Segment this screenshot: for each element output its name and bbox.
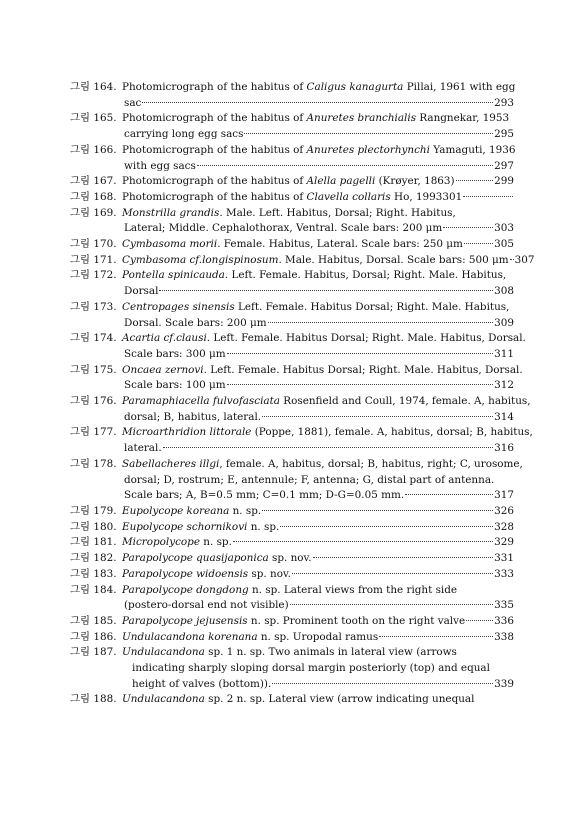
caption-segment: Scale bars; A, B=0.5 mm; C=0.1 mm; D-G=0.05 mm. [124,489,405,502]
caption-segment: Scale bars: 300 μm [124,347,226,360]
figure-number: 그림 178. [70,457,117,470]
figure-entry [70,363,523,394]
caption-text [122,425,533,441]
figure-caption [122,425,533,456]
page-number: 299 [494,175,514,188]
caption-line [122,677,514,693]
species-name: Undulacandona [122,693,205,706]
caption-line [122,268,514,284]
caption-segment: Dorsal [124,285,159,298]
species-name: Cymbasoma [122,253,187,266]
figure-number: 그림 188. [70,693,117,706]
caption-line [122,551,514,567]
dot-leader [463,195,513,197]
caption-text [124,127,243,143]
page-number: 308 [494,285,514,298]
page-number: 293 [494,96,514,109]
figure-caption [122,583,514,614]
caption-segment: (Krøyer, 1863) [375,175,455,188]
caption-text [122,80,515,96]
figure-number: 그림 182. [70,552,117,565]
dot-leader [262,509,493,511]
caption-line [122,583,514,599]
caption-text [124,598,289,614]
dot-leader [405,493,493,495]
dot-leader [227,383,494,385]
species-name: Pontella spinicauda [122,269,225,282]
species-name: Microarthridion littorale [122,426,252,439]
figure-list [70,80,535,708]
figure-number: 그림 166. [70,143,117,156]
figure-entry [70,80,514,111]
caption-line [122,159,514,175]
species-name: Parapolycope dongdong [122,583,249,596]
caption-segment: n. sp. Lateral views from the right side [248,583,458,596]
caption-text [122,268,506,284]
caption-segment: sp. nov. [248,567,291,580]
dot-leader [159,289,493,291]
caption-segment: (Poppe, 1881), female. A, habitus, dorsal; B, habitus, [251,426,533,439]
figure-entry [70,331,526,362]
figure-entry [70,583,514,614]
page-number: 309 [494,316,514,329]
figure-caption [122,206,514,237]
dot-leader [233,540,493,542]
caption-line [122,394,531,410]
figure-caption [122,111,514,142]
figure-entry [70,206,514,237]
dot-leader [163,446,494,448]
figure-entry [70,143,514,174]
figure-caption [122,567,514,583]
caption-segment: lateral. [124,442,162,455]
page-number: 305 [494,238,514,251]
caption-text [122,394,531,410]
species-name: Anuretes branchialis [306,112,417,125]
caption-line [122,363,523,379]
figure-number: 그림 179. [70,504,117,517]
figure-caption [122,457,523,504]
dot-leader [262,415,493,417]
dot-leader [313,556,494,558]
species-name: Parapolycope quasijaponica [122,552,269,565]
species-name: Parapolycope widoensis [122,567,249,580]
species-name: Cymbasoma morii [122,238,218,251]
caption-segment: sp. 1 n. sp. Two animals in lateral view (arrows [204,646,457,659]
figure-number: 그림 185. [70,614,117,627]
caption-text [122,331,526,347]
caption-segment: n. sp. Prominent tooth on the right valve [247,614,466,627]
caption-segment: carrying long egg sacs [124,128,244,141]
caption-segment: with egg sacs [124,159,196,172]
caption-segment: . Left. Female. Habitus Dorsal; Right. Male. Habitus, Dorsal. [203,363,523,376]
species-name: Eupolycope koreana [122,504,230,517]
figure-number: 그림 165. [70,112,117,125]
caption-segment: sp. 2 n. sp. Lateral view (arrow indicating unequal [204,693,475,706]
figure-entry [70,253,535,269]
species-name: Parapolycope jejusensis [122,614,248,627]
dot-leader [280,525,493,527]
figure-entry [70,111,514,142]
page-number: 295 [494,128,514,141]
caption-segment: , female. A, habitus, dorsal; B, habitus, right; C, urosome, [219,457,523,470]
caption-segment: . Male. Habitus, Dorsal. Scale bars: 500 μm [278,253,509,266]
dot-leader [475,698,513,699]
figure-number: 그림 181. [70,536,117,549]
figure-caption [122,520,514,536]
caption-text [122,614,465,630]
caption-line [122,237,514,253]
caption-line [122,331,526,347]
caption-segment: . Left. Female. Habitus Dorsal; Right. Male. Habitus, Dorsal. [206,332,526,345]
caption-text [132,661,490,677]
dot-leader [379,635,493,637]
page-number: 303 [494,222,514,235]
species-name: Undulacandona korenana [122,630,258,643]
caption-segment: Scale bars: 100 μm [124,379,226,392]
figure-caption [122,504,514,520]
caption-segment: sp. nov. [268,552,312,565]
species-name: Caligus kanagurta [306,81,404,93]
caption-line [122,598,514,614]
page-number: 307 [514,253,535,266]
caption-text [122,567,291,583]
species-name: Micropolycope [122,536,200,549]
caption-line [122,614,514,630]
figure-entry [70,692,514,708]
caption-line [122,488,514,504]
caption-segment: n. sp. [229,504,262,517]
species-name: Acartia [122,332,161,345]
species-name: Sabellacheres illgi [122,457,220,470]
caption-segment: n. sp. [199,536,232,549]
figure-entry [70,630,514,646]
caption-text [124,221,442,237]
caption-segment: Photomicrograph of the habitus of [122,175,307,188]
caption-text [122,111,509,127]
figure-entry [70,520,514,536]
caption-line [122,645,514,661]
caption-segment: sac [124,96,142,109]
dot-leader [268,321,494,323]
species-name: longispinosum [202,253,279,266]
caption-text [124,284,158,300]
figure-caption [122,174,514,190]
page-number: 335 [494,599,514,612]
caption-segment: n. sp. Uropodal ramus [257,630,379,643]
dot-leader [443,226,493,228]
caption-text [122,300,509,316]
figure-number: 그림 184. [70,583,117,596]
caption-text [122,630,378,646]
figure-entry [70,504,514,520]
figure-caption [122,363,523,394]
caption-segment: Photomicrograph of the habitus of [122,190,307,203]
caption-line [122,347,514,363]
species-name: Clavella collaris [306,190,391,203]
caption-segment: (postero-dorsal end not visible) [124,599,289,612]
caption-segment: Pillai, 1961 with egg [403,81,516,93]
caption-text [122,253,509,269]
caption-line [122,441,514,457]
caption-line [122,567,514,583]
figure-number: 그림 172. [70,269,117,282]
caption-text [124,378,226,394]
caption-line [122,80,514,96]
caption-line [122,378,514,394]
figure-number: 그림 169. [70,206,117,219]
dot-leader [456,179,494,181]
caption-text [122,551,312,567]
caption-line [122,300,514,316]
dot-leader [510,258,514,260]
figure-caption [122,394,531,425]
figure-entry [70,190,514,206]
species-name: clausi [176,332,207,345]
caption-line [122,174,514,190]
figure-caption [122,143,514,174]
species-name: cf. [186,253,203,266]
species-name: cf. [160,332,177,345]
figure-entry [70,645,514,692]
caption-segment: Left. Female. Habitus Dorsal; Right. Male. Habitus, [234,300,510,313]
caption-line [122,253,535,269]
dot-leader [142,101,493,103]
figure-number: 그림 170. [70,238,117,251]
page-number: 336 [494,614,514,627]
caption-segment: Rangnekar, 1953 [416,112,510,125]
figure-entry [70,300,514,331]
figure-caption [122,80,514,111]
page-number: 328 [494,520,514,533]
caption-line [122,425,533,441]
figure-caption [122,692,514,708]
caption-line [122,457,523,473]
caption-line [122,96,514,112]
caption-segment: Lateral; Middle. Cephalothorax, Ventral. Scale bars: 200 μm [124,222,443,235]
dot-leader [290,603,494,605]
dot-leader [197,164,493,166]
caption-text [122,363,523,379]
caption-text [124,473,494,489]
species-name: Eupolycope schornikovi [122,520,248,533]
page-number: 326 [494,504,514,517]
caption-text [122,520,279,536]
figure-entry [70,535,514,551]
species-name: Monstrilla grandis [122,206,220,219]
figure-caption [122,645,514,692]
page-number: 314 [494,410,514,423]
caption-segment: dorsal; D, rostrum; E, antennule; F, antenna; G, distal part of antenna. [124,473,495,486]
figure-entry [70,457,523,504]
caption-line [122,520,514,536]
caption-segment: Photomicrograph of the habitus of [122,143,307,156]
caption-segment: height of valves (bottom)). [132,677,272,690]
figure-number: 그림 168. [70,190,117,203]
caption-text [122,692,474,708]
caption-line [122,504,514,520]
figure-number: 그림 164. [70,81,117,93]
caption-text [124,347,226,363]
figure-entry [70,551,514,567]
figure-caption [122,630,514,646]
figure-entry [70,567,514,583]
caption-text [124,159,196,175]
dot-leader [244,132,493,134]
caption-line [122,535,514,551]
figure-number: 그림 176. [70,395,117,408]
figure-caption [122,268,514,299]
caption-text [122,143,515,159]
figure-number: 그림 180. [70,520,117,533]
caption-segment: . Left. Female. Habitus, Dorsal; Right. Male. Habitus, [224,269,507,282]
dot-leader [292,572,493,574]
figure-number: 그림 186. [70,630,117,643]
page-number: 311 [494,347,514,360]
caption-text [122,645,457,661]
figure-entry [70,394,531,425]
caption-segment: indicating sharply sloping dorsal margin posteriorly (top) and equal [132,662,490,675]
caption-text [124,316,267,332]
figure-entry [70,614,514,630]
caption-text [122,190,462,206]
caption-line [122,206,514,222]
caption-segment: n. sp. [247,520,280,533]
figure-entry [70,237,514,253]
caption-line [122,111,514,127]
figure-number: 그림 167. [70,175,117,188]
caption-segment: Ho, 1993301 [390,190,463,203]
figure-number: 그림 187. [70,646,117,659]
species-name: Alella pagelli [306,175,376,188]
species-name: Oncaea zernovi [122,363,204,376]
caption-line [122,190,514,206]
page-number: 312 [494,379,514,392]
caption-segment: dorsal; B, habitus, lateral. [124,410,262,423]
species-name: Paramaphiacella fulvofasciata [122,395,280,408]
figure-caption [122,237,514,253]
page-number: 338 [494,630,514,643]
page-number: 329 [494,536,514,549]
page-number: 297 [494,159,514,172]
caption-text [122,504,261,520]
figure-caption [122,331,526,362]
dot-leader [464,242,493,244]
page-number: 333 [494,567,514,580]
page-number: 317 [494,489,514,502]
dot-leader [466,619,493,621]
caption-line [122,473,514,489]
figure-number: 그림 174. [70,332,117,345]
caption-segment: Photomicrograph of the habitus of [122,81,307,93]
caption-text [124,410,261,426]
species-name: Centropages sinensis [122,300,235,313]
caption-line [122,410,514,426]
figure-entry [70,425,533,456]
figure-caption [122,535,514,551]
page-number: 331 [494,552,514,565]
figure-number: 그림 175. [70,363,117,376]
page-number: 316 [494,442,514,455]
caption-text [122,206,456,222]
caption-segment: . Male. Left. Habitus, Dorsal; Right. Habitus, [219,206,456,219]
caption-segment: Yamaguti, 1936 [429,143,516,156]
caption-line [122,127,514,143]
caption-line [122,661,514,677]
figure-number: 그림 183. [70,567,117,580]
caption-text [122,237,463,253]
figure-number: 그림 173. [70,300,117,313]
figure-caption [122,190,514,206]
caption-text [122,457,523,473]
caption-text [124,441,162,457]
caption-line [122,284,514,300]
figure-number: 그림 171. [70,253,117,266]
figure-caption [122,253,535,269]
figure-caption [122,300,514,331]
figure-caption [122,614,514,630]
caption-text [132,677,271,693]
caption-line [122,143,514,159]
caption-segment: . Female. Habitus, Lateral. Scale bars: 250 μm [217,238,463,251]
species-name: Anuretes plectorhynchi [306,143,430,156]
caption-text [122,583,457,599]
caption-segment: Rosenfield and Coull, 1974, female. A, habitus, [279,395,531,408]
caption-text [122,535,232,551]
figure-entry [70,268,514,299]
caption-segment: Photomicrograph of the habitus of [122,112,307,125]
figure-caption [122,551,514,567]
caption-segment: Dorsal. Scale bars: 200 μm [124,316,267,329]
caption-line [122,316,514,332]
caption-text [122,174,455,190]
caption-text [124,488,404,504]
figure-number: 그림 177. [70,426,117,439]
caption-line [122,630,514,646]
page-number: 339 [494,677,514,690]
species-name: Undulacandona [122,646,205,659]
dot-leader [227,352,494,354]
caption-line [122,692,514,708]
dot-leader [272,682,493,684]
figure-entry [70,174,514,190]
caption-line [122,221,514,237]
caption-text [124,96,141,112]
